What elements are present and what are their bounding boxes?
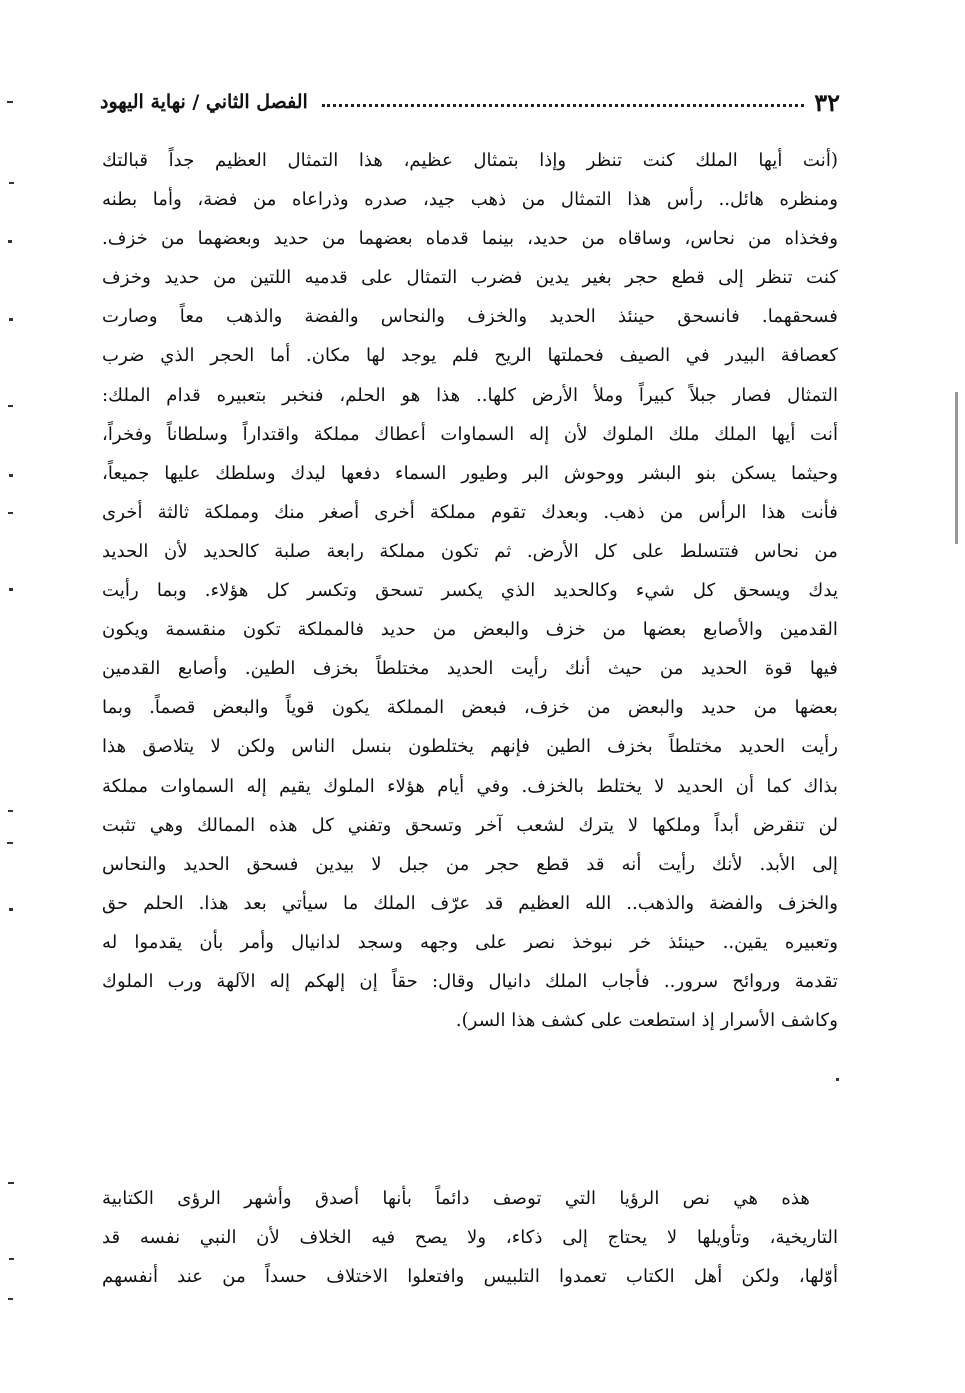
margin-speck [9, 318, 13, 321]
text-line: بعضها من حديد والبعض من خزف، فبعض المملكة يكون قوياً والبعض قصماً. وبما [102, 697, 838, 719]
margin-speck [9, 1258, 14, 1260]
quoted-passage [102, 141, 838, 1040]
margin-speck [9, 474, 13, 477]
text-line: التمثال فصار جبلاً كبيراً وملأ الأرض كلها.. هذا هو الحلم، فنخبر بتعبيره قدام الملك: [102, 384, 838, 406]
text-line: وكاشف الأسرار إذ استطعت على كشف هذا السر). [455, 1010, 838, 1032]
margin-speck [836, 1078, 839, 1081]
margin-speck [8, 512, 13, 514]
text-line: ومنظره هائل.. رأس هذا التمثال من ذهب جيد، صدره وذراعاه من فضة، وأما بطنه [102, 189, 838, 211]
text-line: يدك ويسحق كل شيء وكالحديد الذي يكسر تسحق وتكسر كل هؤلاء. وبما رأيت [102, 580, 838, 602]
text-line: هذه هي نص الرؤيا التي توصف دائماً بأنها أصدق وأشهر الرؤى الكتابية [102, 1188, 810, 1209]
page-number: ٣٢ [814, 87, 840, 117]
text-line: فيها قوة الحديد من حيث أنك رأيت الحديد مختلطاً بخزف الطين. وأصابع القدمين [102, 658, 838, 680]
margin-speck [8, 240, 12, 243]
margin-speck [8, 405, 13, 407]
margin-speck [9, 588, 13, 591]
margin-speck [8, 1298, 13, 1300]
text-line: إلى الأبد. لأنك رأيت أنه قد قطع حجر من جبل لا بيدين فسحق الحديد والنحاس [102, 853, 838, 875]
margin-speck [8, 810, 13, 812]
text-line: وفخذاه من نحاس، وساقاه من حديد، بينما قدماه بعضهما من حديد وبعضهما من خزف. [102, 228, 838, 250]
text-line: وتعبيره يقين.. حينئذ خر نبوخذ نصر على وجهه وسجد لدانيال وأمر بأن يقدموا له [102, 931, 838, 953]
scan-edge-shadow [955, 392, 958, 544]
text-line: كنت تنظر إلى قطع حجر بغير يدين فضرب التمثال على قدميه اللتين من حديد وخزف [102, 267, 838, 289]
margin-speck [9, 908, 13, 911]
text-line: القدمين والأصابع بعضها من خزف والبعض من حديد فالمملكة تكون منقسمة ويكون [102, 619, 838, 641]
running-header [100, 84, 840, 120]
text-line: لن تنقرض أبداً وملكها لا يترك لشعب آخر وتسحق وتفني كل هذه الممالك وهي تثبت [102, 814, 838, 836]
commentary-paragraph [102, 1179, 838, 1296]
text-line: وحيثما يسكن بنو البشر ووحوش البر وطيور السماء دفعها ليدك وسلطك عليها جميعاً، [102, 462, 838, 484]
text-line: بذاك كما أن الحديد لا يختلط بالخزف. وفي أيام هؤلاء الملوك يقيم إله السماوات مملكة [102, 775, 838, 797]
text-line: كعصافة البيدر في الصيف فحملتها الريح فلم يوجد لها مكان. أما الحجر الذي ضرب [102, 345, 838, 367]
header-dotted-leader [322, 104, 804, 107]
text-line: فسحقهما. فانسحق حينئذ الحديد والخزف والنحاس والفضة والذهب معاً وصارت [102, 306, 838, 328]
text-line: التاريخية، وتأويلها لا يحتاج إلى ذكاء، ولا يصح فيه الخلاف لأن النبي نفسه قد [102, 1227, 838, 1249]
text-line: والخزف والفضة والذهب.. الله العظيم قد عرّف الملك ما سيأتي بعد هذا. الحلم حق [102, 892, 838, 914]
chapter-title: الفصل الثاني / نهاية اليهود [100, 91, 308, 113]
text-line: فأنت هذا الرأس من ذهب. وبعدك تقوم مملكة أخرى أصغر منك ومملكة ثالثة أخرى [102, 501, 838, 523]
text-line: (أنت أيها الملك كنت تنظر وإذا بتمثال عظيم، هذا التمثال العظيم جداً قبالتك [102, 150, 838, 171]
margin-speck [7, 842, 13, 844]
text-line: أنت أيها الملك ملك الملوك لأن إله السماوات أعطاك مملكة واقتداراً وسلطاناً وفخراً، [102, 423, 838, 445]
text-line: أوّلها، ولكن أهل الكتاب تعمدوا التلبيس وافتعلوا الاختلاف حسداً من عند أنفسهم [102, 1266, 838, 1288]
text-line: رأيت الحديد مختلطاً بخزف الطين فإنهم يختلطون بنسل الناس ولكن لا يتلاصق هذا [102, 736, 838, 758]
margin-speck [8, 1182, 14, 1184]
text-line: من نحاس فتتسلط على كل الأرض. ثم تكون مملكة رابعة صلبة كالحديد لأن الحديد [102, 540, 838, 562]
margin-speck [9, 182, 14, 184]
margin-speck [7, 101, 13, 103]
text-line: تقدمة وروائح سرور.. فأجاب الملك دانيال وقال: حقاً إن إلهكم إله الآلهة ورب الملوك [102, 970, 838, 992]
